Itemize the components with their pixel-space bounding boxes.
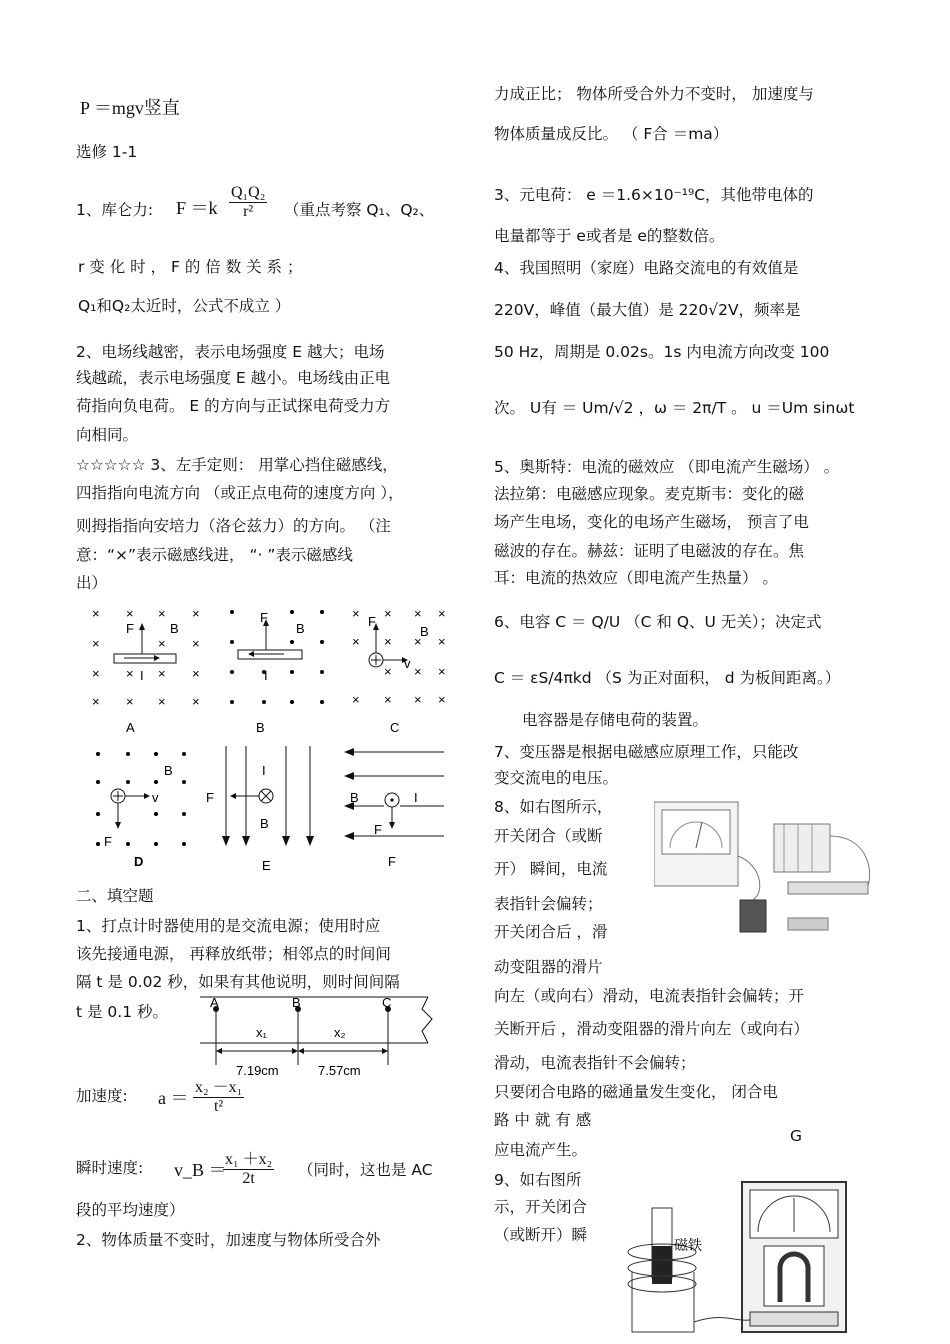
q8-line-10: 路 中 就 有 感 — [494, 1111, 592, 1129]
capacitor-line: 6、电容 C ＝ Q/U （C 和 Q、U 无关）；决定式 — [494, 613, 822, 631]
diagram-e — [206, 746, 314, 873]
svg-text:×: × — [414, 634, 422, 649]
vel-lhs: v_B ＝ — [174, 1160, 227, 1180]
q8-line-3: 表指针会偏转； — [494, 895, 603, 913]
svg-text:×: × — [384, 664, 392, 679]
vel-note: （同时，这也是 AC — [298, 1161, 433, 1179]
svg-text:×: × — [438, 664, 446, 679]
physicist-line-4: 耳：电流的热效应（即电流产生热量） 。 — [494, 569, 778, 587]
tape-c: C — [382, 995, 392, 1010]
label-i: I — [140, 668, 144, 683]
tape-a: A — [210, 995, 219, 1010]
timer-line-2: 隔 t 是 0.02 秒，如果有其他说明，则时间间隔 — [76, 973, 400, 991]
q8-line-0: 8、如右图所示， — [494, 798, 613, 816]
ac-formula: 次。 U有 ＝ Um/√2 ，ω ＝ 2π/T 。 u ＝Um sinωt — [494, 399, 855, 417]
vel-den: 2t — [242, 1170, 255, 1187]
diagram-b — [230, 610, 324, 735]
svg-text:×: × — [92, 636, 100, 651]
svg-text:B: B — [296, 621, 305, 636]
paper-tape-diagram — [200, 995, 440, 1085]
ac-line-1: 220V，峰值（最大值）是 220√2V，频率是 — [494, 301, 801, 319]
charge-line: 3、元电荷： e ＝1.6×10⁻¹⁹C，其他带电体的 — [494, 186, 814, 204]
svg-text:B: B — [420, 624, 429, 639]
svg-text:I: I — [414, 790, 418, 805]
transformer-line-0: 7、变压器是根据电磁感应原理工作，只能改 — [494, 743, 799, 761]
coulomb-num: Q₁Q₂ — [231, 184, 266, 201]
section-title: 选修 1-1 — [76, 143, 138, 161]
ac-line-2: 50 Hz，周期是 0.02s。1s 内电流方向改变 100 — [494, 343, 830, 361]
svg-text:×: × — [158, 666, 166, 681]
svg-text:×: × — [414, 606, 422, 621]
physicist-line-2: 场产生电场，变化的电场产生磁场， 预言了电 — [494, 513, 809, 531]
svg-text:×: × — [414, 692, 422, 707]
diagram-d — [96, 752, 186, 869]
q9-line-2: （或断开）瞬 — [494, 1226, 588, 1244]
timer-line-0: 1、打点计时器使用的是交流电源；使用时应 — [76, 917, 381, 935]
g-label: G — [790, 1127, 803, 1145]
lefthand-line-0: ☆☆☆☆☆ 3、左手定则： 用掌心挡住磁感线， — [76, 456, 398, 474]
power-formula: P ＝mgv竖直 — [80, 98, 180, 118]
diagram-f — [344, 748, 444, 869]
q8-line-11: 应电流产生。 — [494, 1141, 588, 1159]
q8-line-4: 开关闭合后 ，滑 — [494, 923, 608, 941]
coulomb-line3: Q₁和Q₂太近时，公式不成立 ） — [78, 297, 291, 315]
magnetic-force-diagrams — [84, 600, 464, 880]
physicist-line-1: 法拉第：电磁感应现象。麦克斯韦：变化的磁 — [494, 485, 805, 503]
svg-text:×: × — [92, 666, 100, 681]
magnet-label: 磁铁 — [674, 1237, 702, 1253]
svg-text:×: × — [352, 634, 360, 649]
q8-line-6: 向左（或向右）滑动，电流表指针会偏转；开 — [494, 987, 805, 1005]
svg-text:×: × — [352, 692, 360, 707]
accel-den: t² — [213, 1098, 224, 1115]
tape-b: B — [292, 995, 301, 1010]
svg-text:F: F — [388, 854, 396, 869]
diagram-c — [352, 606, 446, 735]
label-b: B — [170, 621, 179, 636]
svg-text:×: × — [158, 606, 166, 621]
physicist-line-0: 5、奥斯特：电流的磁效应 （即电流产生磁场） 。 — [494, 458, 840, 476]
q8-line-1: 开关闭合（或断 — [494, 827, 603, 845]
coulomb-fraction — [229, 184, 267, 221]
transformer-line-1: 变交流电的电压。 — [494, 769, 619, 787]
q8-line-7: 关断开后 ，滑动变阻器的滑片向左（或向右） — [494, 1020, 809, 1038]
lefthand-line-2: 则拇指指向安培力（洛仑兹力）的方向。 （注 — [76, 517, 391, 535]
fill-section-title: 二、填空题 — [76, 887, 154, 905]
coulomb-lhs: F ＝k — [176, 198, 218, 218]
caption-a: A — [126, 720, 135, 735]
newton-cont2: 物体质量成反比。 （ F合 ＝ma） — [494, 125, 729, 143]
vel-note2: 段的平均速度） — [76, 1201, 185, 1219]
q8-line-5: 动变阻器的滑片 — [494, 958, 603, 976]
field-line-2: 荷指向负电荷。 E 的方向与正试探电荷受力方 — [76, 397, 391, 415]
lefthand-line-1: 四指指向电流方向 （或正点电荷的速度方向 ）， — [76, 484, 404, 502]
svg-text:×: × — [126, 666, 134, 681]
capacitor-line3: 电容器是存储电荷的装置。 — [522, 711, 709, 729]
coulomb-label: 1、库仑力: — [76, 201, 154, 219]
q9-apparatus-diagram — [624, 1172, 864, 1344]
svg-text:F: F — [368, 614, 376, 629]
svg-text:×: × — [352, 606, 360, 621]
svg-text:×: × — [414, 664, 422, 679]
accel-lhs: a ＝ — [158, 1088, 189, 1108]
timer-line-3: t 是 0.1 秒。 — [76, 1003, 169, 1021]
accel-num: x₂ －x₁ — [193, 1074, 244, 1098]
newton-cont: 力成正比； 物体所受合外力不变时， 加速度与 — [494, 85, 814, 103]
svg-text:F: F — [206, 790, 214, 805]
lefthand-line-4: 出） — [76, 574, 108, 592]
svg-text:×: × — [192, 636, 200, 651]
q8-line-9: 只要闭合电路的磁通量发生变化， 闭合电 — [494, 1083, 778, 1101]
accel-label: 加速度: — [76, 1087, 128, 1105]
q8-line-8: 滑动，电流表指针不会偏转； — [494, 1054, 696, 1072]
caption-b: B — [256, 720, 265, 735]
tape-d2: 7.57cm — [318, 1063, 361, 1078]
q9-line-0: 9、如右图所 — [494, 1171, 582, 1189]
svg-text:I: I — [264, 668, 268, 683]
ac-line-0: 4、我国照明（家庭）电路交流电的有效值是 — [494, 259, 799, 277]
label-f: F — [126, 621, 134, 636]
svg-text:F: F — [260, 610, 268, 625]
svg-text:F: F — [374, 822, 382, 837]
tape-d1: 7.19cm — [236, 1063, 279, 1078]
field-line-1: 线越疏，表示电场强度 E 越小。电场线由正电 — [76, 369, 391, 387]
accel-fraction — [193, 1074, 244, 1116]
q8-apparatus-diagram — [654, 796, 882, 936]
tape-x1: x₁ — [256, 1025, 267, 1040]
svg-text:×: × — [126, 606, 134, 621]
svg-text:D: D — [134, 854, 144, 869]
vel-num: x₁ ＋x₂ — [223, 1146, 274, 1170]
svg-text:×: × — [158, 694, 166, 709]
svg-text:B: B — [350, 790, 359, 805]
svg-text:F: F — [104, 834, 112, 849]
svg-text:B: B — [164, 763, 173, 778]
newton-line: 2、物体质量不变时，加速度与物体所受合外 — [76, 1231, 381, 1249]
field-line-0: 2、电场线越密，表示电场强度 E 越大；电场 — [76, 343, 385, 361]
svg-text:×: × — [438, 634, 446, 649]
svg-text:I: I — [262, 763, 266, 778]
svg-text:×: × — [92, 694, 100, 709]
svg-text:×: × — [192, 666, 200, 681]
svg-text:×: × — [438, 606, 446, 621]
svg-text:×: × — [384, 692, 392, 707]
svg-text:×: × — [384, 634, 392, 649]
lefthand-line-3: 意：“×”表示磁感线进， “· ”表示磁感线 — [76, 546, 353, 564]
svg-text:×: × — [92, 606, 100, 621]
vel-label: 瞬时速度: — [76, 1159, 144, 1177]
vel-fraction — [223, 1146, 274, 1188]
svg-text:×: × — [158, 636, 166, 651]
capacitor-line2: C ＝ εS/4πkd （S 为正对面积， d 为板间距离。） — [494, 669, 841, 687]
field-line-3: 向相同。 — [76, 426, 139, 444]
diagram-a — [92, 606, 200, 735]
q8-line-2: 开） 瞬间，电流 — [494, 860, 608, 878]
charge-line2: 电量都等于 e或者是 e的整数倍。 — [494, 227, 725, 245]
physicist-line-3: 磁波的存在。赫兹：证明了电磁波的存在。焦 — [494, 542, 805, 560]
coulomb-line2: r 变 化 时 ， F 的 倍 数 关 系 ； — [78, 258, 303, 276]
svg-text:×: × — [438, 692, 446, 707]
svg-text:×: × — [384, 606, 392, 621]
svg-text:v: v — [152, 790, 159, 805]
q9-line-1: 示，开关闭合 — [494, 1198, 588, 1216]
svg-text:v: v — [404, 656, 411, 671]
timer-line-1: 该先接通电源， 再释放纸带；相邻点的时间间 — [76, 945, 391, 963]
coulomb-note: （重点考察 Q₁、Q₂、 — [284, 201, 435, 219]
caption-c: C — [390, 720, 400, 735]
svg-text:B: B — [260, 816, 269, 831]
svg-text:×: × — [126, 694, 134, 709]
tape-x2: x₂ — [334, 1025, 346, 1040]
svg-text:×: × — [192, 606, 200, 621]
svg-text:E: E — [262, 858, 271, 873]
svg-text:×: × — [192, 694, 200, 709]
coulomb-den: r² — [243, 203, 254, 220]
